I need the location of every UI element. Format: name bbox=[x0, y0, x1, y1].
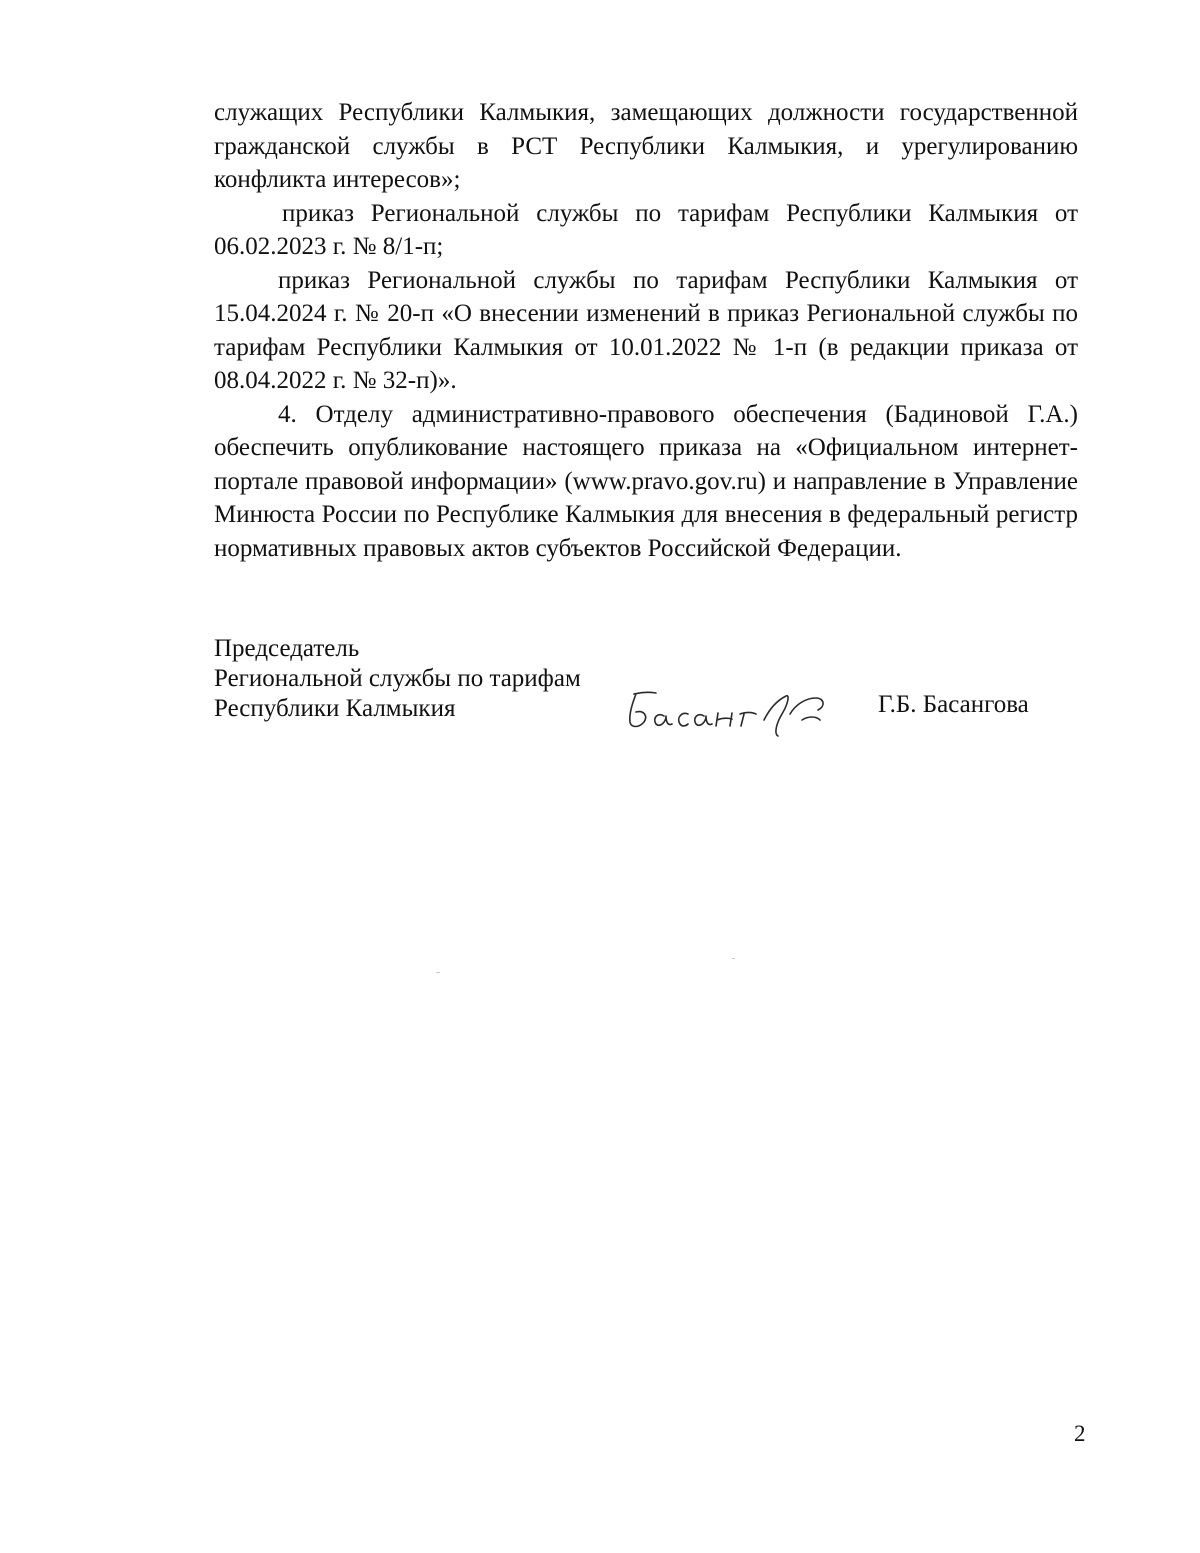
handwritten-signature bbox=[620, 680, 840, 740]
signatory-title-line-2: Региональной службы по тарифам bbox=[214, 665, 581, 692]
page-number: 2 bbox=[1074, 1421, 1086, 1446]
signatory-title bbox=[214, 634, 581, 724]
scan-speck bbox=[436, 972, 440, 973]
signatory-title-line-3: Республики Калмыкия bbox=[214, 695, 456, 722]
paragraph-item-4: 4. Отделу административно-правового обеспечения (Бадиновой Г.А.) обеспечить опубликование настоящего приказа на «Официальном интернет-портале правовой информации» (www.pravo.gov.ru) и направление в Управление Минюста России по Республике Калмыкия для внесения в федеральный регистр нормативных правовых актов субъектов Российской Федерации. bbox=[214, 400, 1078, 562]
scan-speck bbox=[732, 958, 735, 959]
paragraph-continuation: служащих Республики Калмыкия, замещающих должности государственной гражданской службы в РСТ Республики Калмыкия, и урегулированию конфликта интересов»; bbox=[214, 99, 1078, 193]
signer-name: Г.Б. Басангова bbox=[878, 691, 1029, 718]
paragraph-order-2024: приказ Региональной службы по тарифам Республики Калмыкия от 15.04.2024 г. № 20-п «О внесении изменений в приказ Региональной службы по тарифам Республики Калмыкия от 10.01.2022 № 1-п (в редакции приказа от 08.04.2022 г. № 32-п)». bbox=[214, 266, 1078, 394]
document-body bbox=[214, 96, 1078, 565]
paragraph-order-2023: приказ Региональной службы по тарифам Республики Калмыкия от 06.02.2023 г. № 8/1-п; bbox=[214, 199, 1078, 260]
signatory-title-line-1: Председатель bbox=[214, 635, 360, 662]
